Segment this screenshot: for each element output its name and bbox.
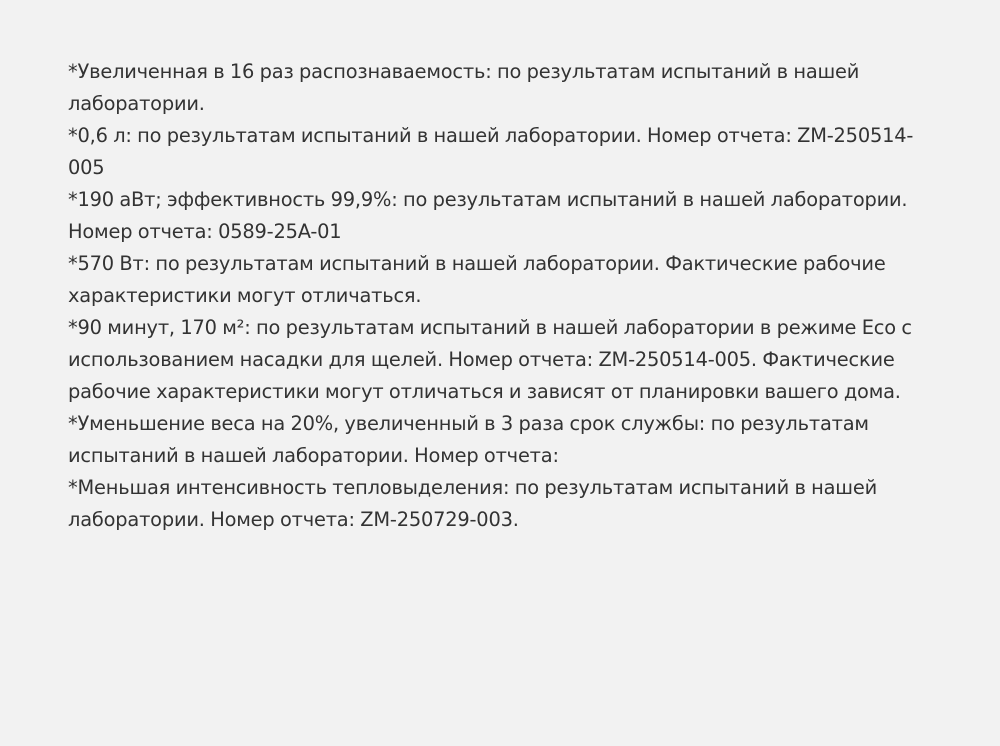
- footnote-recognition: *Увеличенная в 16 раз распознаваемость: по результатам испытаний в нашей лаборатории.: [68, 60, 860, 115]
- footnote-runtime: *90 минут, 170 м²: по результатам испытаний в нашей лаборатории в режиме Eco с использованием насадки для щелей. Номер отчета: ZM-250514-005. Фактические рабочие характеристики могут отличаться и зависят от планировки вашего дома.: [68, 316, 912, 403]
- footnote-heat: *Меньшая интенсивность тепловыделения: по результатам испытаний в нашей лаборатории. Номер отчета: ZM-250729-003.: [68, 476, 877, 531]
- footnote-weight-lifespan: *Уменьшение веса на 20%, увеличенный в 3 раза срок службы: по результатам испытаний в нашей лаборатории. Номер отчета:: [68, 412, 869, 467]
- footnote-power: *570 Вт: по результатам испытаний в нашей лаборатории. Фактические рабочие характеристики могут отличаться.: [68, 252, 886, 307]
- footnote-capacity: *0,6 л: по результатам испытаний в нашей лаборатории. Номер отчета: ZM-250514-005: [68, 124, 914, 179]
- footnote-efficiency: *190 аВт; эффективность 99,9%: по результатам испытаний в нашей лаборатории. Номер отчета: 0589-25A-01: [68, 188, 908, 243]
- footnotes-list: [68, 56, 948, 536]
